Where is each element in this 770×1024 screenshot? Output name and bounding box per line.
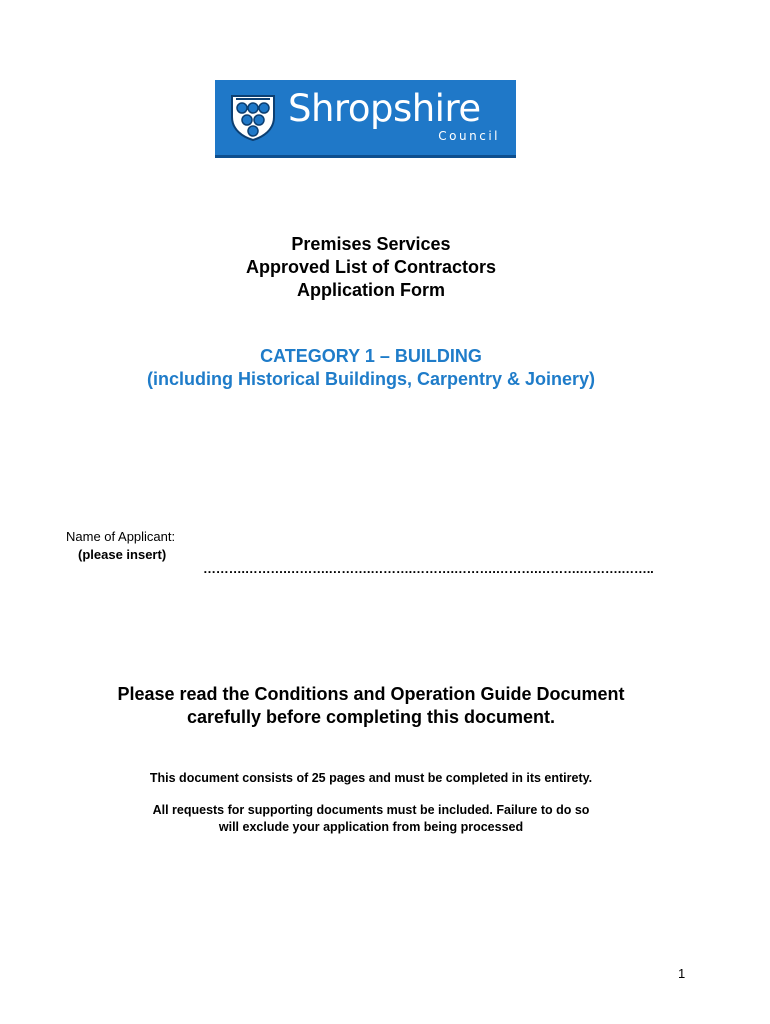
applicant-name-hint: (please insert)	[78, 547, 167, 562]
notice-line-2: carefully before completing this document.	[186, 707, 556, 727]
shropshire-council-logo	[215, 80, 516, 158]
read-conditions-notice	[0, 683, 742, 729]
category-line-1: CATEGORY 1 – BUILDING	[260, 346, 482, 366]
support-note-line-2: will exclude your application from being processed	[218, 820, 524, 834]
title-line-3: Application Form	[297, 280, 445, 300]
supporting-documents-note	[0, 802, 742, 836]
applicant-name-field[interactable]: ……….……….……….……….……….……….……….……….……….……….……..	[203, 561, 654, 576]
page-count-note: This document consists of 25 pages and must be completed in its entirety.	[149, 771, 593, 785]
title-line-1: Premises Services	[291, 234, 451, 254]
logo-subtitle: Council	[438, 129, 500, 143]
support-note-line-1: All requests for supporting documents must be included. Failure to do so	[152, 803, 590, 817]
category-heading	[0, 345, 742, 391]
document-title	[0, 233, 742, 302]
council-crest-icon	[227, 90, 279, 142]
page-number: 1	[678, 966, 686, 981]
category-line-2: (including Historical Buildings, Carpentry & Joinery)	[146, 369, 596, 389]
logo-wordmark: Shropshire	[288, 87, 481, 130]
title-line-2: Approved List of Contractors	[245, 257, 496, 277]
applicant-name-label: Name of Applicant:	[66, 529, 176, 544]
notice-line-1: Please read the Conditions and Operation Guide Document	[117, 684, 625, 704]
